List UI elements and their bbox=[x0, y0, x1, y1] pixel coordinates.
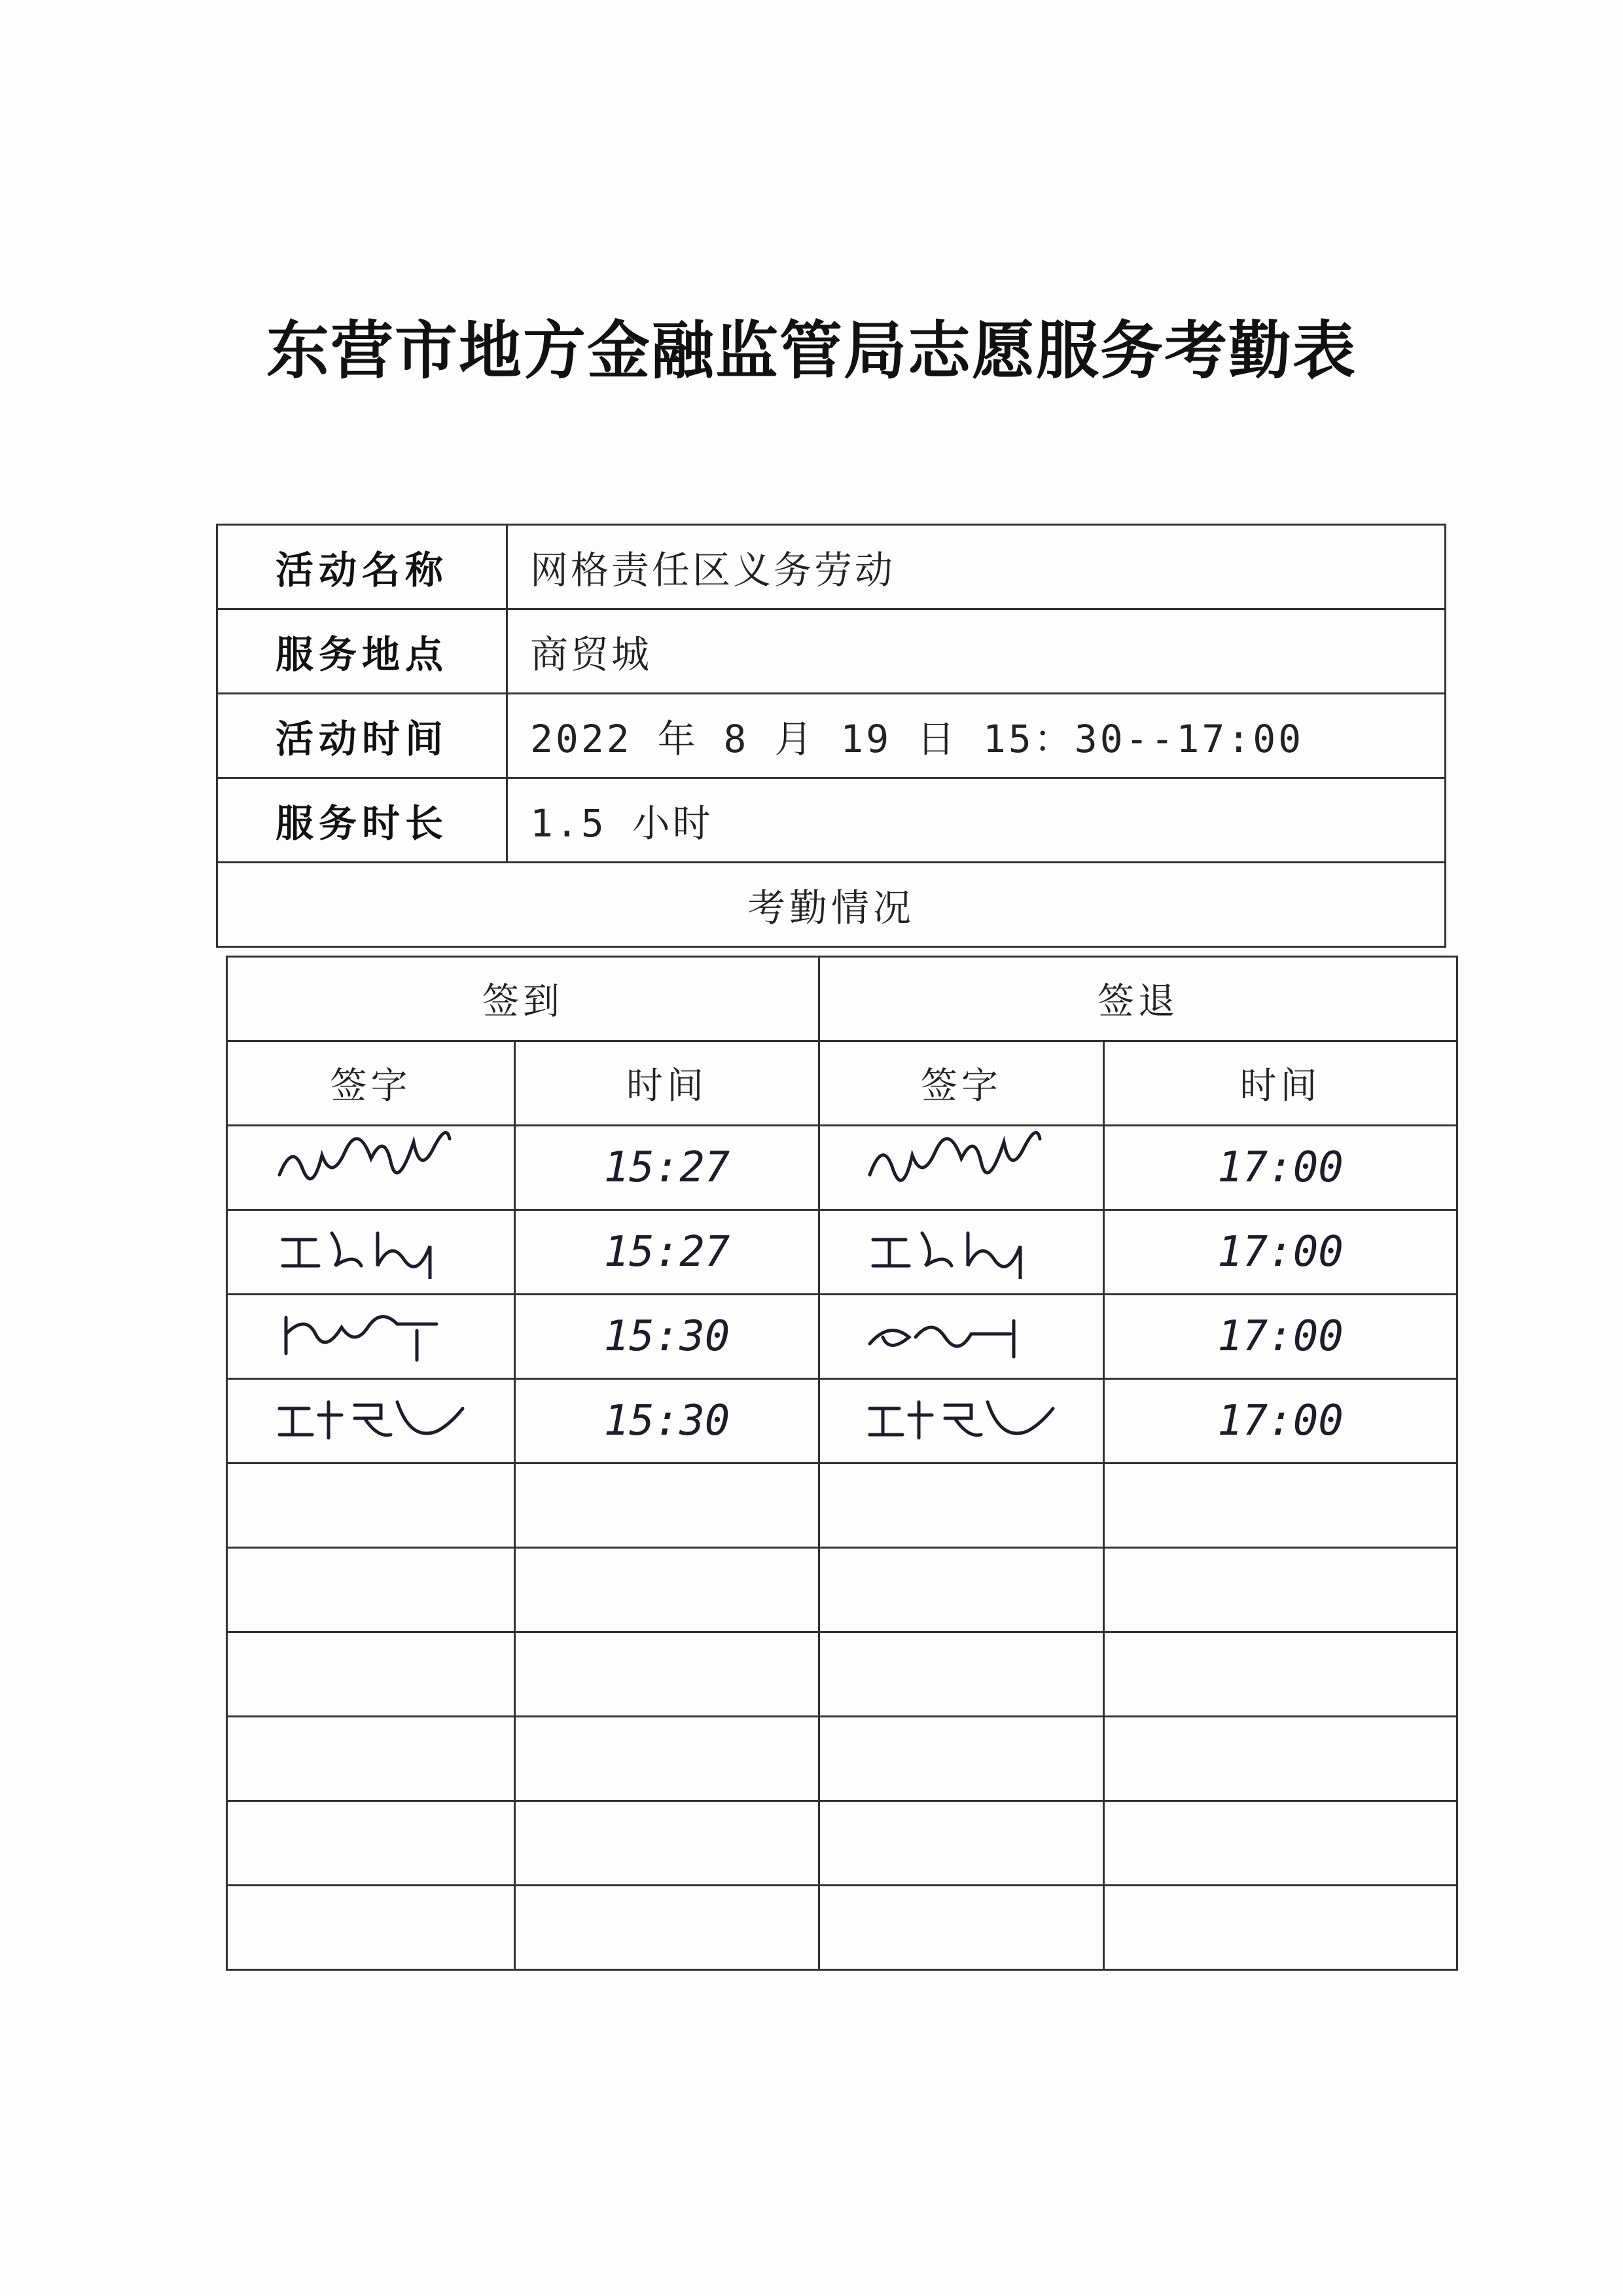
empty-cell bbox=[515, 1548, 819, 1632]
checkout-time-header: 时间 bbox=[1104, 1041, 1457, 1126]
handwritten-signature-image bbox=[227, 1210, 515, 1295]
empty-cell bbox=[819, 1632, 1104, 1717]
empty-cell bbox=[515, 1886, 819, 1970]
empty-cell bbox=[819, 1463, 1104, 1548]
empty-cell bbox=[515, 1801, 819, 1886]
handwritten-signature-image bbox=[227, 1295, 515, 1379]
empty-row bbox=[227, 1717, 1457, 1801]
empty-row bbox=[227, 1463, 1457, 1548]
empty-cell bbox=[515, 1463, 819, 1548]
info-row bbox=[217, 525, 1446, 609]
empty-cell bbox=[515, 1717, 819, 1801]
info-value: 1.5 小时 bbox=[507, 778, 1446, 863]
checkin-sign-header: 签字 bbox=[227, 1041, 515, 1126]
info-value: 2022 年 8 月 19 日 15：30--17:00 bbox=[507, 694, 1446, 778]
info-row bbox=[217, 778, 1446, 863]
info-row bbox=[217, 609, 1446, 694]
handwritten-signature-image bbox=[819, 1126, 1104, 1210]
empty-cell bbox=[227, 1886, 515, 1970]
empty-cell bbox=[819, 1717, 1104, 1801]
empty-cell bbox=[819, 1548, 1104, 1632]
checkout-sign-header: 签字 bbox=[819, 1041, 1104, 1126]
checkin-time-header: 时间 bbox=[515, 1041, 819, 1126]
attendance-table bbox=[226, 956, 1458, 1971]
attendance-group-row bbox=[227, 957, 1457, 1041]
signature-drawing bbox=[266, 1298, 476, 1363]
signature-drawing bbox=[857, 1129, 1066, 1194]
handwritten-signature-image bbox=[819, 1295, 1104, 1379]
empty-cell bbox=[515, 1632, 819, 1717]
signature-drawing bbox=[857, 1382, 1066, 1448]
signature-drawing bbox=[266, 1129, 476, 1194]
signature-drawing bbox=[266, 1382, 476, 1448]
info-value: 网格责任区义务劳动 bbox=[507, 525, 1446, 609]
info-label: 活动时间 bbox=[217, 694, 507, 778]
info-label: 服务时长 bbox=[217, 778, 507, 863]
attendance-heading: 考勤情况 bbox=[217, 863, 1446, 947]
checkout-time: 17:00 bbox=[1104, 1379, 1457, 1463]
empty-cell bbox=[1104, 1717, 1457, 1801]
handwritten-signature-image bbox=[819, 1210, 1104, 1295]
checkout-time: 17:00 bbox=[1104, 1295, 1457, 1379]
info-value: 商贸城 bbox=[507, 609, 1446, 694]
table-row bbox=[227, 1210, 1457, 1295]
empty-row bbox=[227, 1632, 1457, 1717]
checkin-time: 15:27 bbox=[515, 1210, 819, 1295]
checkin-time: 15:27 bbox=[515, 1126, 819, 1210]
empty-row bbox=[227, 1548, 1457, 1632]
checkin-header: 签到 bbox=[227, 957, 819, 1041]
handwritten-signature-image bbox=[819, 1379, 1104, 1463]
table-row bbox=[227, 1379, 1457, 1463]
checkout-time: 17:00 bbox=[1104, 1210, 1457, 1295]
handwritten-signature-image bbox=[227, 1379, 515, 1463]
signature-drawing bbox=[266, 1213, 476, 1279]
table-row bbox=[227, 1126, 1457, 1210]
empty-cell bbox=[227, 1548, 515, 1632]
empty-row bbox=[227, 1886, 1457, 1970]
empty-cell bbox=[819, 1801, 1104, 1886]
activity-info-table bbox=[216, 524, 1446, 948]
empty-cell bbox=[227, 1717, 515, 1801]
empty-cell bbox=[1104, 1886, 1457, 1970]
info-label: 活动名称 bbox=[217, 525, 507, 609]
empty-cell bbox=[1104, 1548, 1457, 1632]
handwritten-signature-image bbox=[227, 1126, 515, 1210]
info-label: 服务地点 bbox=[217, 609, 507, 694]
empty-cell bbox=[819, 1886, 1104, 1970]
signature-drawing bbox=[857, 1213, 1066, 1279]
checkin-time: 15:30 bbox=[515, 1379, 819, 1463]
empty-cell bbox=[227, 1463, 515, 1548]
checkout-header: 签退 bbox=[819, 957, 1457, 1041]
document-title: 东营市地方金融监管局志愿服务考勤表 bbox=[266, 314, 1357, 387]
signature-drawing bbox=[857, 1298, 1066, 1363]
checkout-time: 17:00 bbox=[1104, 1126, 1457, 1210]
empty-cell bbox=[227, 1632, 515, 1717]
empty-cell bbox=[1104, 1801, 1457, 1886]
info-row bbox=[217, 694, 1446, 778]
table-row bbox=[227, 1295, 1457, 1379]
empty-cell bbox=[1104, 1463, 1457, 1548]
empty-cell bbox=[1104, 1632, 1457, 1717]
empty-cell bbox=[227, 1801, 515, 1886]
checkin-time: 15:30 bbox=[515, 1295, 819, 1379]
attendance-subheader-row bbox=[227, 1041, 1457, 1126]
attendance-heading-row bbox=[217, 863, 1446, 947]
empty-row bbox=[227, 1801, 1457, 1886]
